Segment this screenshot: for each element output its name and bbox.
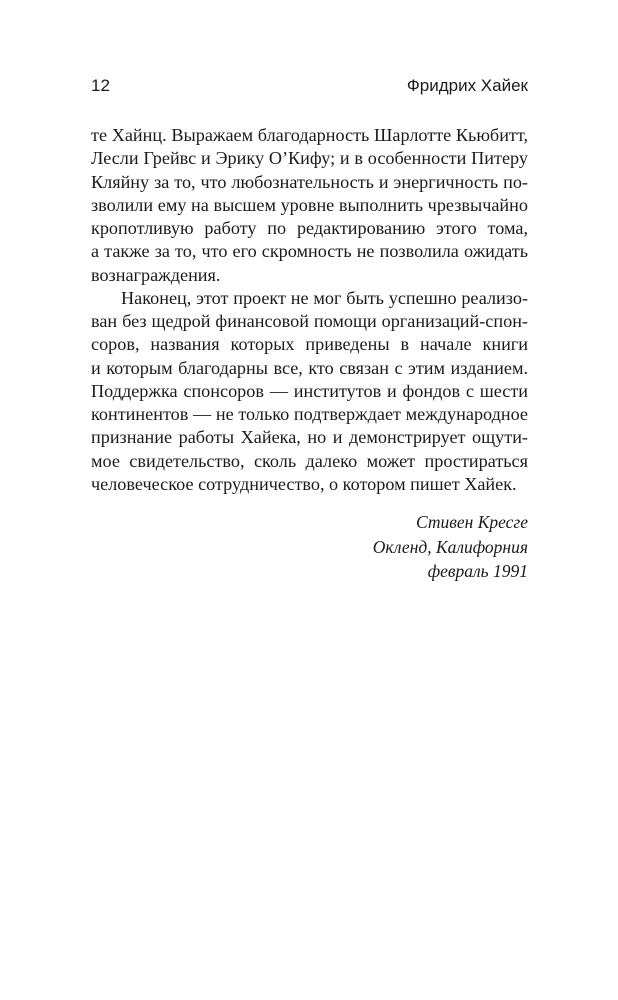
- paragraph-1: [91, 124, 528, 287]
- text-line: континентов — не только подтверждает международное: [91, 404, 528, 424]
- running-head: [91, 74, 528, 98]
- text-line: ван без щедрой финансовой помощи организаций-спон-: [91, 311, 528, 331]
- text-line: Кляйну за то, что любознательность и энергичность по-: [91, 171, 528, 192]
- text-line: вознаграждения.: [91, 264, 221, 285]
- signature-date: февраль 1991: [427, 561, 528, 581]
- paragraph-2: [91, 287, 528, 496]
- text-line: зволили ему на высшем уровне выполнить чрезвычайно: [91, 194, 528, 215]
- text-line: соров, названия которых приведены в начале книги: [91, 334, 528, 355]
- text-line: Наконец, этот проект не мог быть успешно реализо-: [121, 287, 528, 308]
- body-text: [91, 124, 528, 496]
- signature-place: Окленд, Калифорния: [372, 536, 528, 557]
- page-number: 12: [91, 76, 110, 95]
- text-line: а также за то, что его скромность не позволила ожидать: [91, 241, 528, 262]
- text-line: Лесли Грейвс и Эрику О’Кифу; и в особенности Питеру: [91, 148, 528, 169]
- text-line: и которым благодарны все, кто связан с этим изданием.: [91, 357, 528, 378]
- text-line: те Хайнц. Выражаем благодарность Шарлотте Кьюбитт,: [91, 125, 528, 145]
- text-line: кропотливую работу по редактированию этого тома,: [91, 218, 528, 238]
- text-line: мое свидетельство, сколь далеко может простираться: [91, 450, 528, 471]
- signature-name: Стивен Кресге: [416, 512, 528, 532]
- text-line: человеческое сотрудничество, о котором пишет Хайек.: [91, 473, 517, 494]
- text-line: признание работы Хайека, но и демонстрирует ощути-: [91, 427, 528, 448]
- signature-block: [91, 510, 528, 584]
- running-head-title: Фридрих Хайек: [406, 76, 528, 95]
- text-line: Поддержка спонсоров — институтов и фондов с шести: [91, 380, 528, 401]
